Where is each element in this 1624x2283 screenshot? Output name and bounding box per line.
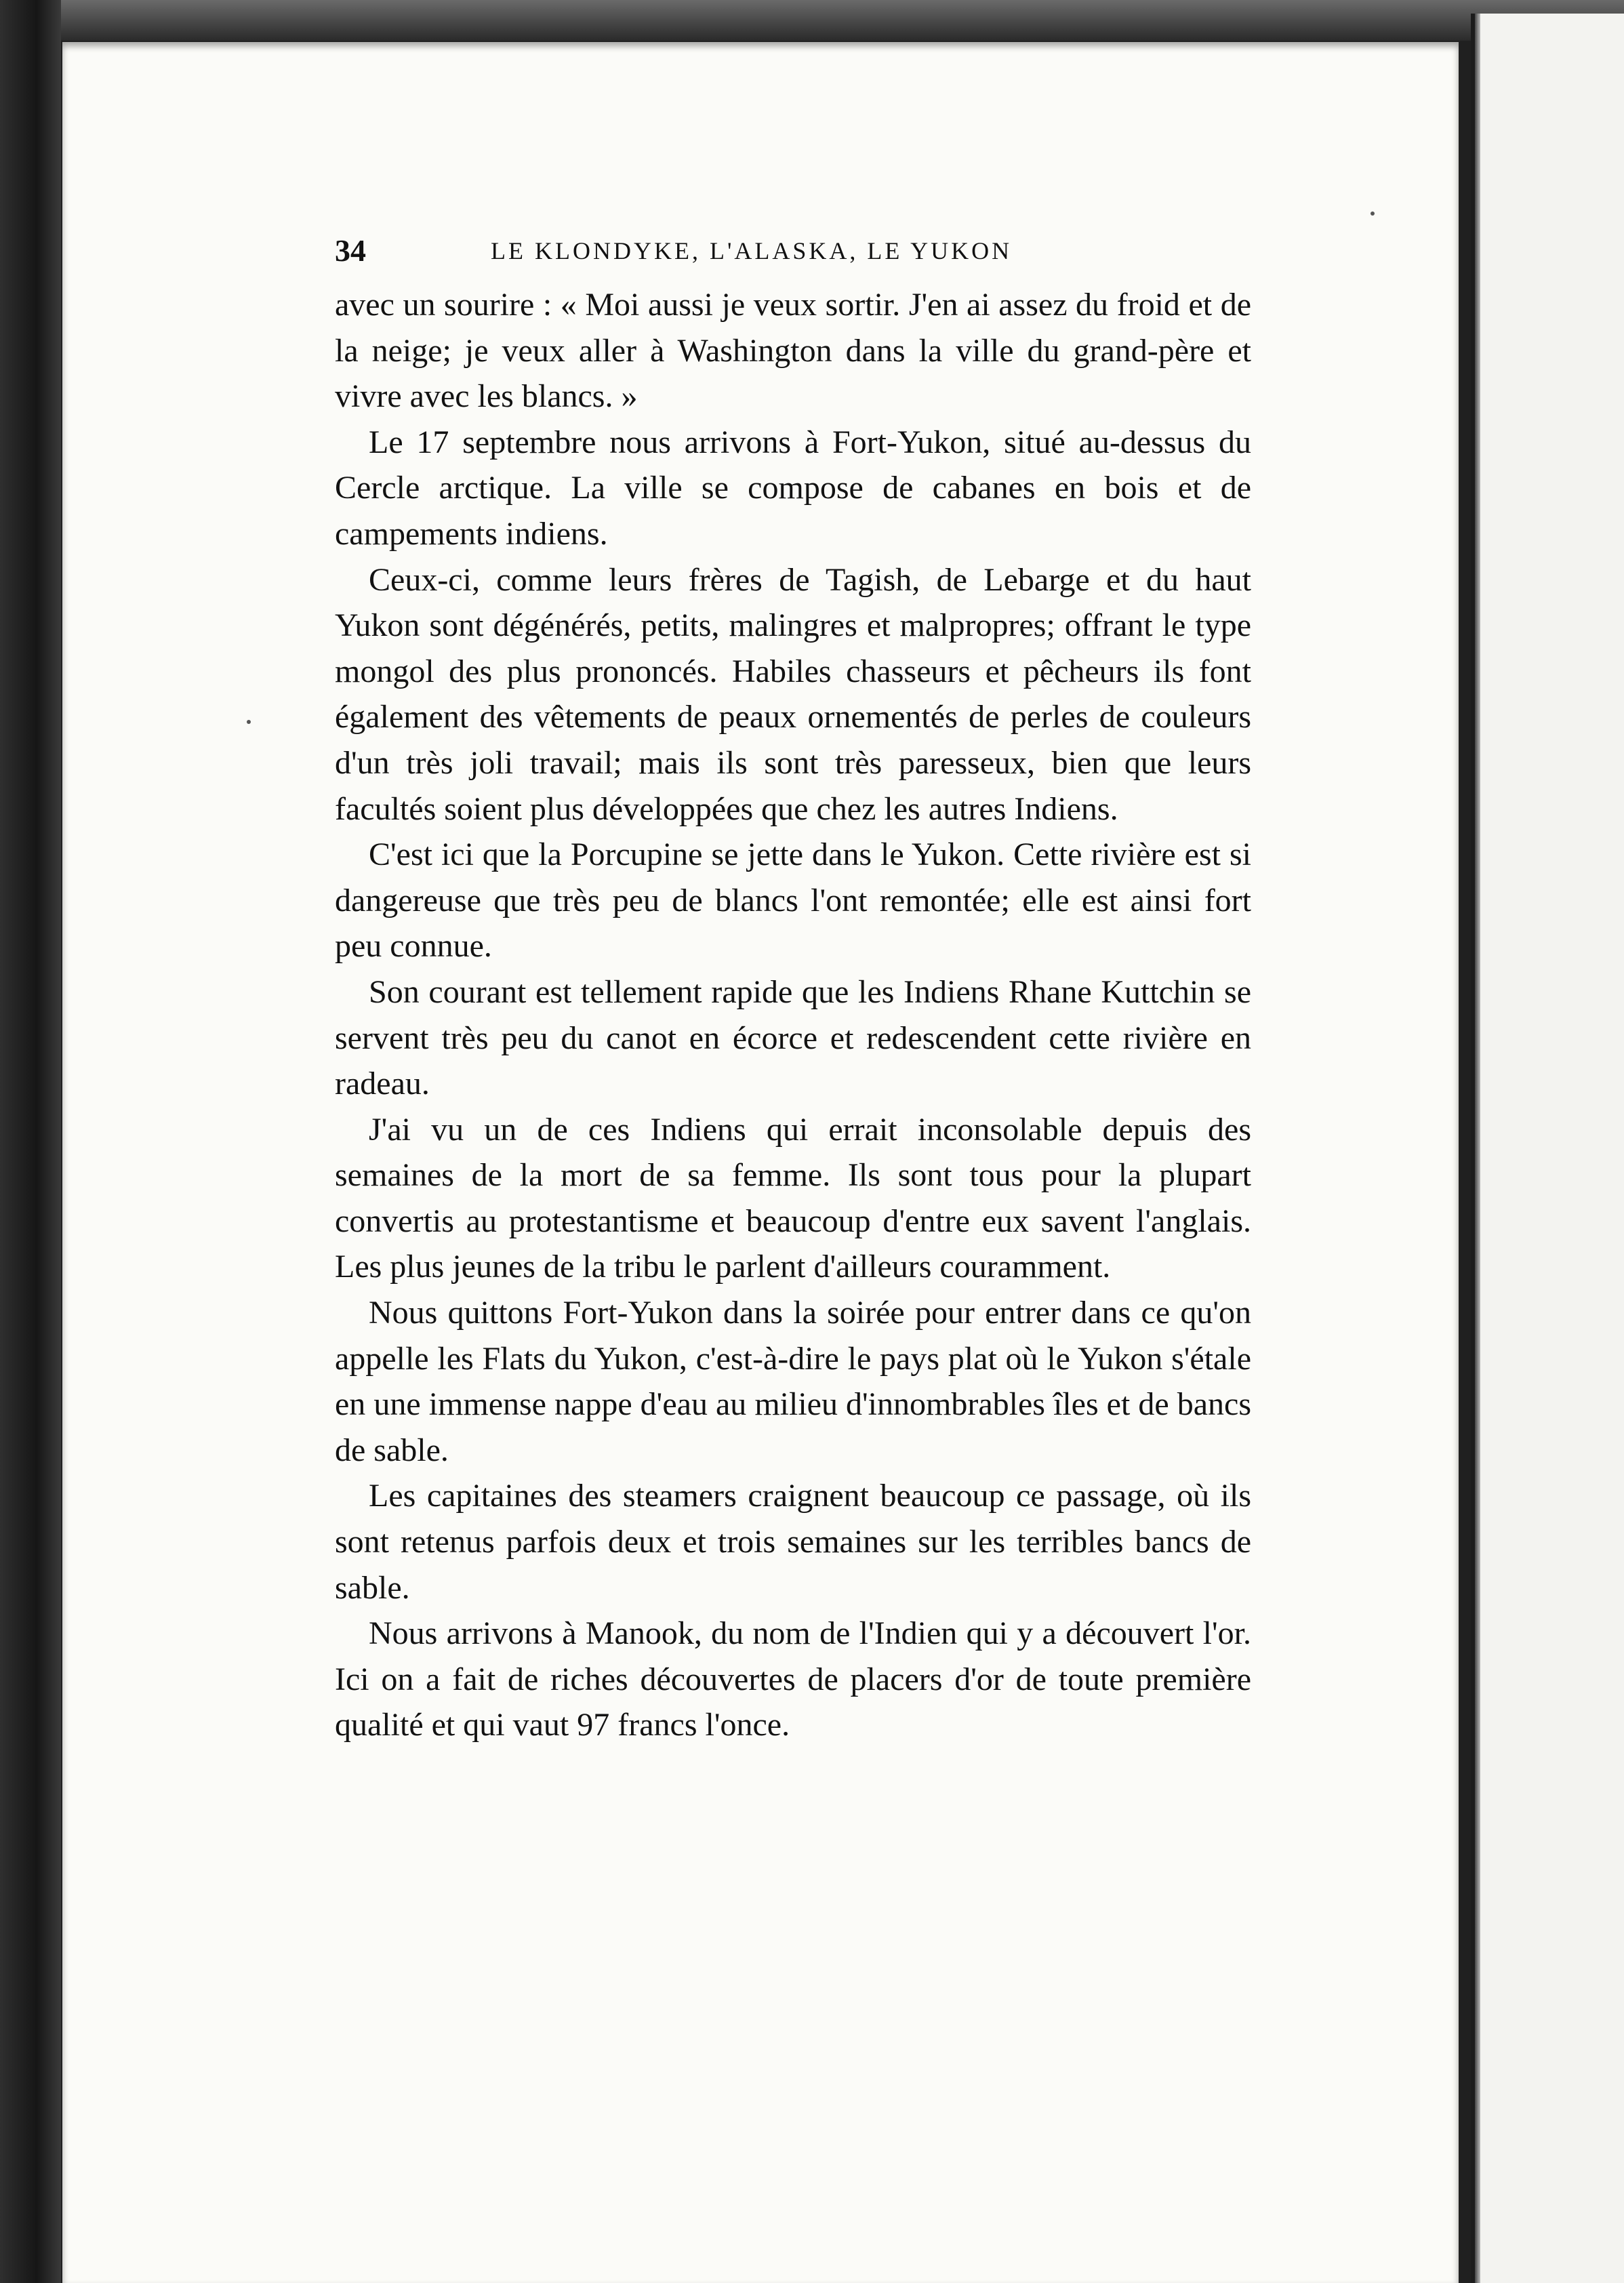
- page-header: [335, 230, 1284, 271]
- paragraph: Le 17 septembre nous arrivons à Fort-Yukon, situé au-dessus du Cercle arctique. La ville se compose de cabanes en bois et de campements indiens.: [335, 424, 1251, 552]
- paragraph: avec un sourire : « Moi aussi je veux sortir. J'en ai assez du froid et de la neige; je veux aller à Washington dans la ville du grand-père et vivre avec les blancs. »: [335, 287, 1251, 415]
- print-speck: [1371, 211, 1375, 216]
- page-number: 34: [335, 233, 366, 268]
- facing-page-edge: [1471, 14, 1624, 2283]
- paragraph: Ceux-ci, comme leurs frères de Tagish, de Lebarge et du haut Yukon sont dégénérés, petits, malingres et malpropres; offrant le type mongol des plus prononcés. Habiles chasseurs et pêcheurs ils font également des vêtements de peaux ornementés de perles de couleurs d'un très joli travail; mais ils sont très paresseux, bien que leurs facultés soient plus développées que chez les autres Indiens.: [335, 561, 1251, 827]
- gutter-shadow: [1475, 14, 1480, 2283]
- book-top-edge: [0, 0, 1624, 41]
- paragraph: Les capitaines des steamers craignent beaucoup ce passage, où ils sont retenus parfois deux et trois semaines sur les terribles bancs de sable.: [335, 1478, 1251, 1606]
- book-left-edge: [0, 0, 61, 2283]
- paragraph: Son courant est tellement rapide que les Indiens Rhane Kuttchin se servent très peu du canot en écorce et redescendent cette rivière en radeau.: [335, 973, 1251, 1102]
- print-speck: [247, 720, 251, 724]
- paragraph: J'ai vu un de ces Indiens qui errait inconsolable depuis des semaines de la mort de sa femme. Ils sont tous pour la plupart convertis au protestantisme et beaucoup d'entre eux savent l'anglais. Les plus jeunes de la tribu le parlent d'ailleurs couramment.: [335, 1111, 1251, 1285]
- body-text: [335, 282, 1251, 1748]
- running-title: LE KLONDYKE, L'ALASKA, LE YUKON: [491, 237, 1013, 264]
- paragraph: C'est ici que la Porcupine se jette dans le Yukon. Cette rivière est si dangereuse que très peu de blancs l'ont remontée; elle est ainsi fort peu connue.: [335, 836, 1251, 965]
- paragraph: Nous quittons Fort-Yukon dans la soirée pour entrer dans ce qu'on appelle les Flats du Yukon, c'est-à-dire le pays plat où le Yukon s'étale en une immense nappe d'eau au milieu d'innombrables îles et de bancs de sable.: [335, 1295, 1251, 1468]
- paragraph: Nous arrivons à Manook, du nom de l'Indien qui y a découvert l'or. Ici on a fait de riches découvertes de placers d'or de toute première qualité et qui vaut 97 francs l'once.: [335, 1615, 1251, 1743]
